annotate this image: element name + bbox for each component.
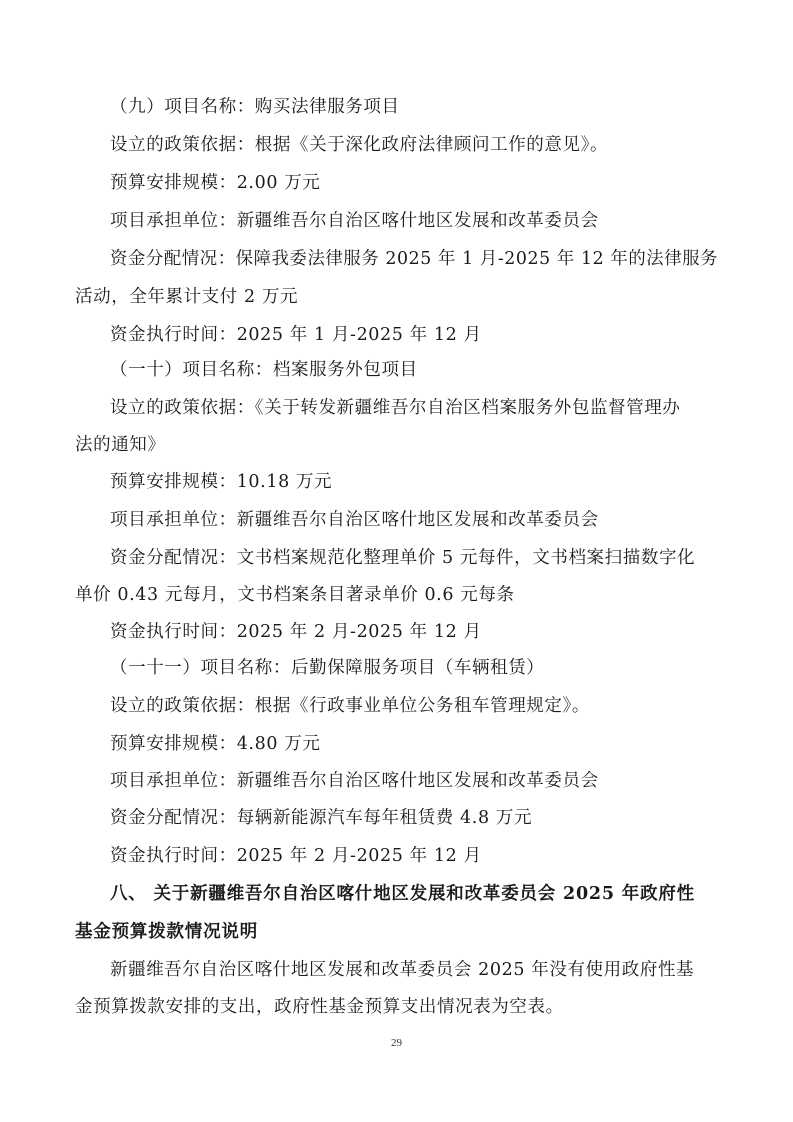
item-9-budget: 预算安排规模：2.00 万元 xyxy=(110,173,321,193)
page-number: 29 xyxy=(391,1037,402,1049)
item-9-time: 资金执行时间：2025 年 1 月-2025 年 12 月 xyxy=(110,325,482,345)
section-8-body: 新疆维吾尔自治区喀什地区发展和改革委员会 2025 年没有使用政府性基 xyxy=(110,960,695,980)
item-11-budget: 预算安排规模：4.80 万元 xyxy=(110,734,321,754)
item-10-title: （一十）项目名称：档案服务外包项目 xyxy=(110,360,418,380)
item-11-time: 资金执行时间：2025 年 2 月-2025 年 12 月 xyxy=(110,846,482,866)
item-10-time: 资金执行时间：2025 年 2 月-2025 年 12 月 xyxy=(110,622,482,642)
item-11-policy: 设立的政策依据：根据《行政事业单位公务租车管理规定》。 xyxy=(110,696,590,716)
section-8-body-cont: 金预算拨款安排的支出，政府性基金预算支出情况表为空表。 xyxy=(75,997,564,1017)
item-10-allocation-cont: 单价 0.43 元每月，文书档案条目著录单价 0.6 元每条 xyxy=(75,585,515,605)
item-10-allocation: 资金分配情况：文书档案规范化整理单价 5 元每件，文书档案扫描数字化 xyxy=(110,548,696,568)
section-8-heading-cont: 基金预算拨款情况说明 xyxy=(75,922,258,942)
item-11-allocation: 资金分配情况：每辆新能源汽车每年租赁费 4.8 万元 xyxy=(110,808,533,828)
item-11-unit: 项目承担单位：新疆维吾尔自治区喀什地区发展和改革委员会 xyxy=(110,771,599,791)
item-11-title: （一十一）项目名称：后勤保障服务项目（车辆租赁） xyxy=(110,658,545,678)
item-9-title: （九）项目名称：购买法律服务项目 xyxy=(110,97,400,117)
item-9-policy: 设立的政策依据：根据《关于深化政府法律顾问工作的意见》。 xyxy=(110,135,609,155)
item-9-unit: 项目承担单位：新疆维吾尔自治区喀什地区发展和改革委员会 xyxy=(110,211,599,231)
item-10-budget: 预算安排规模：10.18 万元 xyxy=(110,472,333,492)
item-9-allocation-cont: 活动，全年累计支付 2 万元 xyxy=(75,287,299,307)
item-10-unit: 项目承担单位：新疆维吾尔自治区喀什地区发展和改革委员会 xyxy=(110,510,599,530)
section-8-heading: 八、 关于新疆维吾尔自治区喀什地区发展和改革委员会 2025 年政府性 xyxy=(110,884,695,904)
item-10-policy-cont: 法的通知》 xyxy=(75,435,166,455)
item-10-policy: 设立的政策依据：《关于转发新疆维吾尔自治区档案服务外包监督管理办 xyxy=(110,398,681,418)
item-9-allocation: 资金分配情况：保障我委法律服务 2025 年 1 月-2025 年 12 年的法律服务 xyxy=(110,249,719,269)
